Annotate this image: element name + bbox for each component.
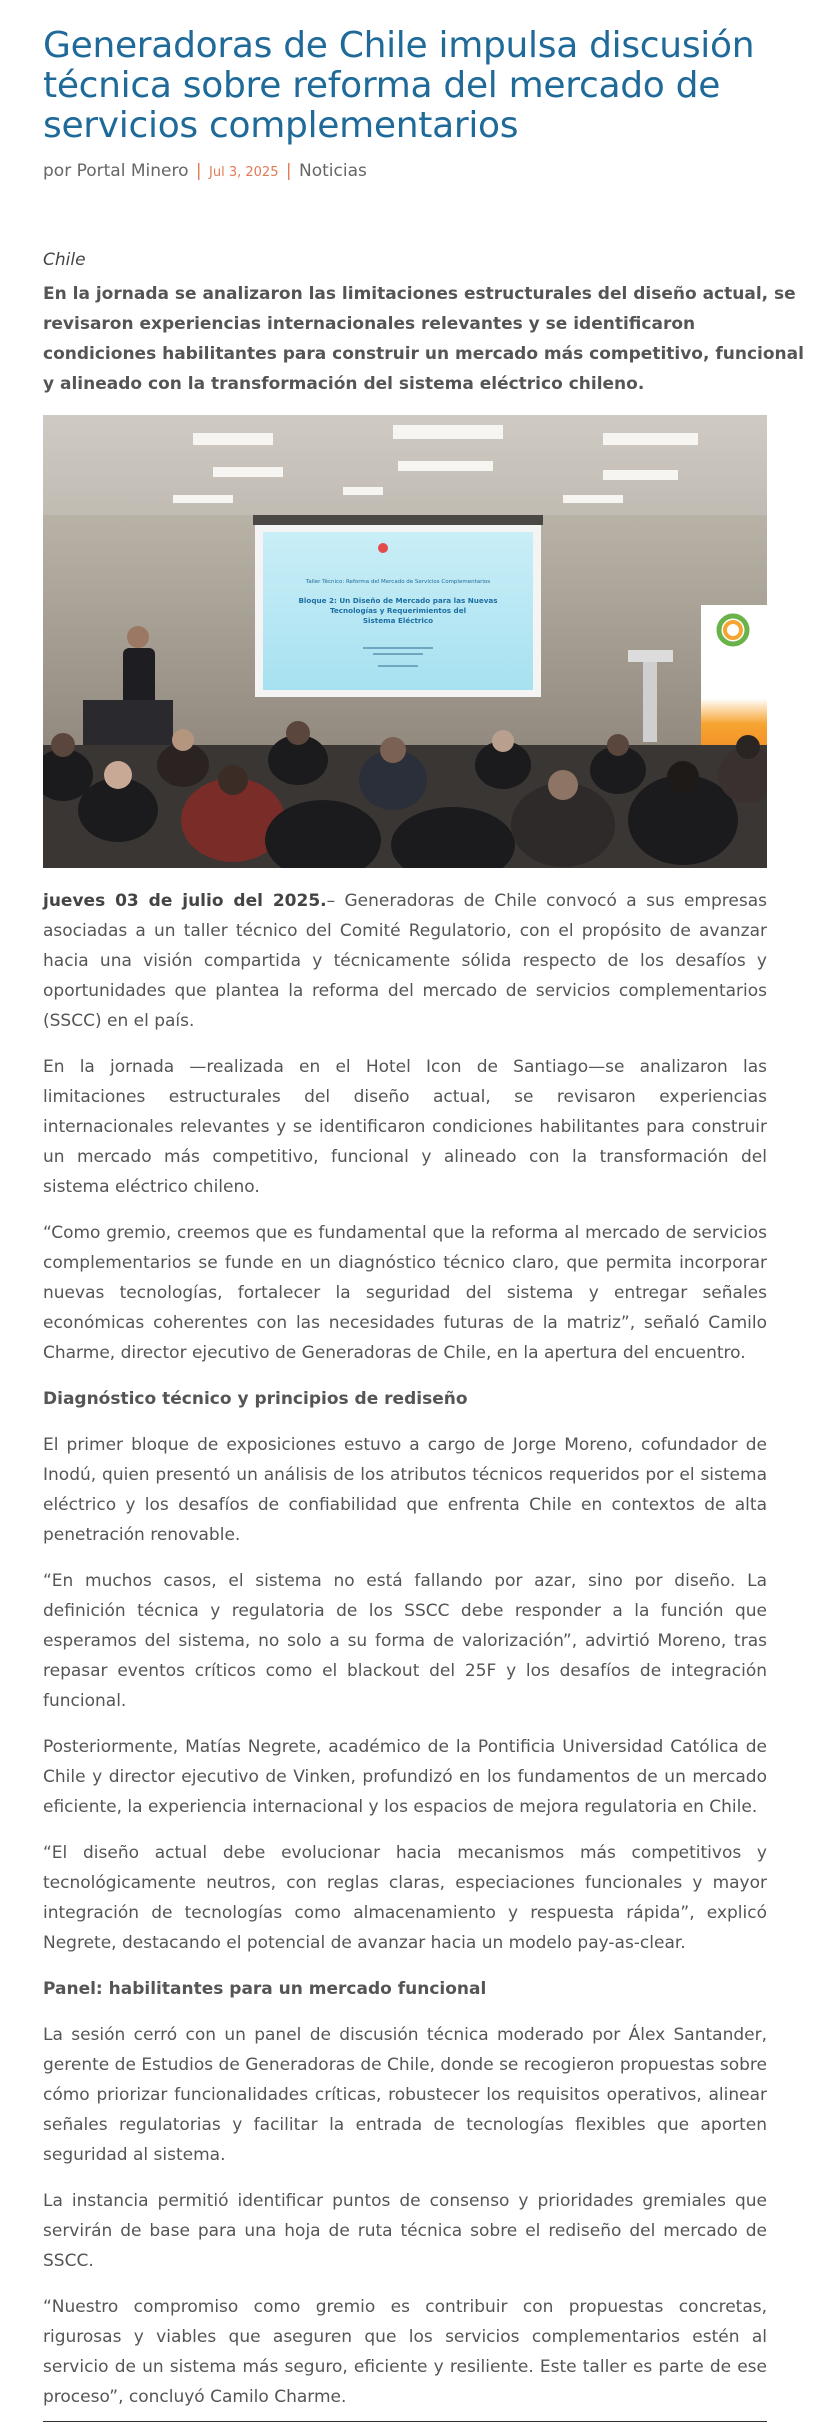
author-prefix: por — [43, 161, 72, 181]
slide-text-4: Sistema Eléctrico — [362, 616, 434, 625]
article — [43, 0, 813, 2422]
section-heading-2: Panel: habilitantes para un mercado funcional — [43, 1979, 487, 1999]
paragraph-1-text: – Generadoras de Chile convocó a sus empresas asociadas a un taller técnico del Comité Regulatorio, con el propósito de avanzar hacia una visión compartida y técnicamente sólida respecto de los desafíos y oportunidades que plantea la reforma del mercado de servicios complementarios (SSCC) en el país. — [43, 891, 767, 1031]
article-body — [43, 886, 767, 2412]
slide-text-3: Tecnologías y Requerimientos del — [329, 606, 467, 615]
category-link[interactable]: Noticias — [299, 161, 367, 181]
paragraph-6: Posteriormente, Matías Negrete, académico de la Pontificia Universidad Católica de Chile y director ejecutivo de Vinken, profundizó en los fundamentos de un mercado eficiente, la experiencia internacional y los espacios de mejora regulatoria en Chile. — [43, 1737, 767, 1817]
paragraph-3: “Como gremio, creemos que es fundamental que la reforma al mercado de servicios complementarios se funde en un diagnóstico técnico claro, que permita incorporar nuevas tecnologías, fortalecer la seguridad del sistema y entregar señales económicas coherentes con las necesidades futuras de la matriz”, señaló Camilo Charme, director ejecutivo de Generadoras de Chile, en la apertura del encuentro. — [43, 1223, 767, 1363]
paragraph-7: “El diseño actual debe evolucionar hacia mecanismos más competitivos y tecnológicamente neutros, con reglas claras, especiaciones funcionales y mayor integración de tecnologías como almacenamiento y respuesta rápida”, explicó Negrete, destacando el potencial de avanzar hacia un modelo pay-as-clear. — [43, 1843, 767, 1953]
slide-text-1: Taller Técnico: Reforma del Mercado de Servicios Complementarios — [305, 579, 491, 585]
region-label: Chile — [43, 250, 86, 270]
meta-separator: | — [195, 161, 202, 181]
article-title: Generadoras de Chile impulsa discusión técnica sobre reforma del mercado de servicios complementarios — [43, 25, 755, 146]
lectern — [628, 650, 673, 662]
article-lead: En la jornada se analizaron las limitaciones estructurales del diseño actual, se revisaron experiencias internacionales relevantes y se identificaron condiciones habilitantes para construir un mercado más competitivo, funcional y alineado con la transformación del sistema eléctrico chileno. — [43, 284, 804, 394]
article-meta — [43, 159, 813, 185]
article-photo — [43, 415, 767, 868]
slide-text-2: Bloque 2: Un Diseño de Mercado para las Nuevas — [298, 596, 498, 605]
paragraph-1 — [43, 886, 767, 1036]
paragraph-4: El primer bloque de exposiciones estuvo a cargo de Jorge Moreno, cofundador de Inodú, quien presentó un análisis de los atributos técnicos requeridos por el sistema eléctrico y los desafíos de confiabilidad que enfrenta Chile en contextos de alta penetración renovable. — [43, 1435, 767, 1545]
dateline: jueves 03 de julio del 2025. — [43, 891, 327, 911]
projector-frame — [253, 515, 543, 525]
author-link[interactable]: Portal Minero — [76, 161, 189, 181]
paragraph-5: “En muchos casos, el sistema no está fallando por azar, sino por diseño. La definición técnica y regulatoria de los SSCC debe responder a la función que esperamos del sistema, no solo a su forma de valorización”, advirtió Moreno, tras repasar eventos críticos como el blackout del 25F y los desafíos de integración funcional. — [43, 1571, 767, 1711]
bottom-divider — [43, 2421, 767, 2422]
paragraph-10: “Nuestro compromiso como gremio es contribuir con propuestas concretas, rigurosas y viables que aseguren que los servicios complementarios estén al servicio de un sistema más seguro, eficiente y resiliente. Este taller es parte de ese proceso”, concluyó Camilo Charme. — [43, 2297, 767, 2407]
publish-date: Jul 3, 2025 — [209, 165, 279, 180]
section-heading-1: Diagnóstico técnico y principios de rediseño — [43, 1389, 468, 1409]
paragraph-2: En la jornada —realizada en el Hotel Icon de Santiago—se analizaron las limitaciones estructurales del diseño actual, se revisaron experiencias internacionales relevantes y se identificaron condiciones habilitantes para construir un mercado más competitivo, funcional y alineado con la transformación del sistema eléctrico chileno. — [43, 1057, 767, 1197]
paragraph-8: La sesión cerró con un panel de discusión técnica moderado por Álex Santander, gerente de Estudios de Generadoras de Chile, donde se recogieron propuestas sobre cómo priorizar funcionalidades críticas, robustecer los requisitos operativos, alinear señales regulatorias y facilitar la entrada de tecnologías flexibles que aporten seguridad al sistema. — [43, 2025, 767, 2165]
meta-separator-2: | — [285, 161, 292, 181]
paragraph-9: La instancia permitió identificar puntos de consenso y prioridades gremiales que servirán de base para una hoja de ruta técnica sobre el rediseño del mercado de SSCC. — [43, 2191, 767, 2271]
